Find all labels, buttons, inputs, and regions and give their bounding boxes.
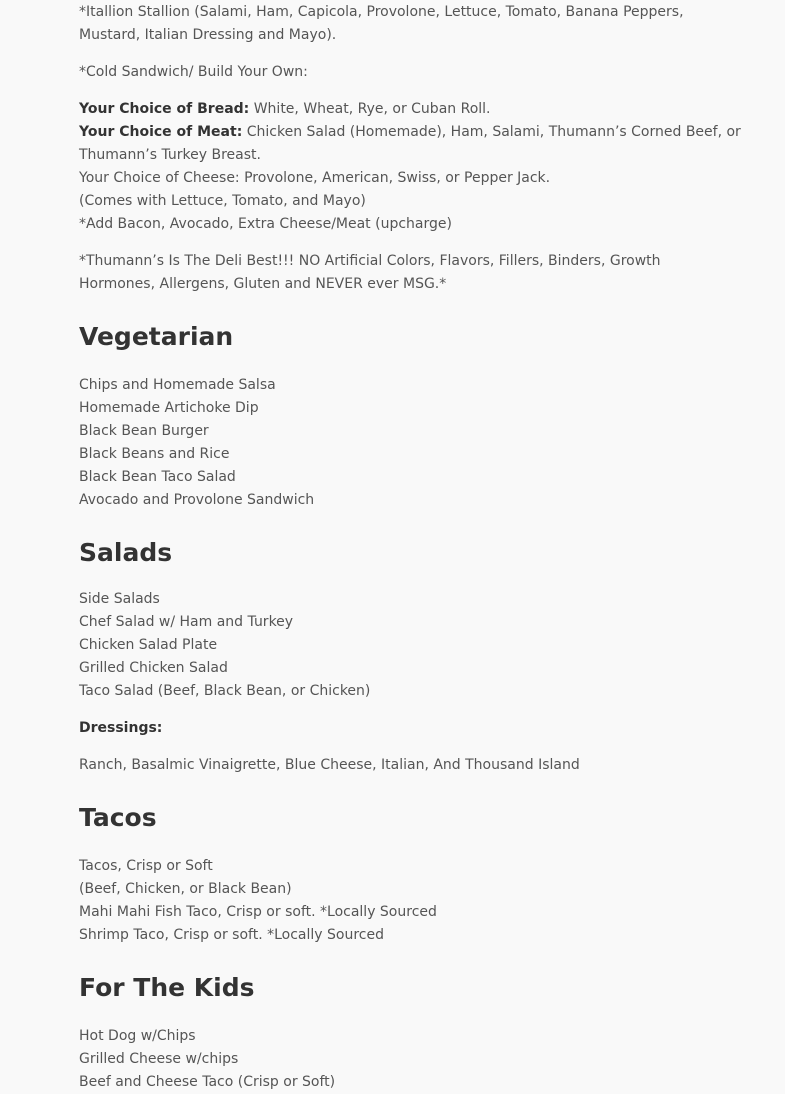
list-item: Tacos, Crisp or Soft [79, 858, 213, 874]
text-line: *Add Bacon, Avocado, Extra Cheese/Meat (upcharge) [79, 216, 452, 232]
tacos-heading: Tacos [79, 803, 157, 832]
kids-list [79, 1025, 335, 1094]
bread-value: White, Wheat, Rye, or Cuban Roll. [249, 101, 491, 117]
meat-value: Chicken Salad (Homemade), Ham, Salami, Thumann’s Corned Beef, or [242, 124, 741, 140]
italian-stallion-paragraph [79, 1, 684, 47]
text-line: Mustard, Italian Dressing and Mayo). [79, 27, 337, 43]
salads-heading: Salads [79, 538, 173, 567]
kids-heading: For The Kids [79, 973, 255, 1002]
list-item: Black Beans and Rice [79, 446, 230, 462]
list-item: Shrimp Taco, Crisp or soft. *Locally Sourced [79, 927, 384, 943]
text-line: Your Choice of Cheese: Provolone, American, Swiss, or Pepper Jack. [79, 170, 551, 186]
list-item: Side Salads [79, 591, 160, 607]
list-item: Taco Salad (Beef, Black Bean, or Chicken) [79, 683, 371, 699]
dressings-paragraph [79, 754, 580, 777]
list-item: Chicken Salad Plate [79, 637, 218, 653]
vegetarian-list [79, 374, 314, 512]
list-item: Avocado and Provolone Sandwich [79, 492, 315, 508]
list-item: Black Bean Taco Salad [79, 469, 236, 485]
cold-sandwich-paragraph [79, 61, 308, 84]
dressings-label-paragraph [79, 717, 162, 740]
text-line: Thumann’s Turkey Breast. [79, 147, 261, 163]
bread-label: Your Choice of Bread: [79, 101, 250, 117]
list-item: Hot Dog w/Chips [79, 1028, 196, 1044]
list-item: Grilled Cheese w/chips [79, 1051, 239, 1067]
text-line: (Comes with Lettuce, Tomato, and Mayo) [79, 193, 366, 209]
salads-list [79, 588, 370, 703]
dressings-list: Ranch, Basalmic Vinaigrette, Blue Cheese, Italian, And Thousand Island [79, 757, 580, 773]
list-item: Black Bean Burger [79, 423, 209, 439]
list-item: Chef Salad w/ Ham and Turkey [79, 614, 294, 630]
meat-line [79, 121, 741, 144]
list-item: (Beef, Chicken, or Black Bean) [79, 881, 292, 897]
build-your-own-paragraph [79, 98, 741, 236]
list-item: Homemade Artichoke Dip [79, 400, 259, 416]
text-line: *Cold Sandwich/ Build Your Own: [79, 64, 308, 80]
thumanns-paragraph [79, 250, 661, 296]
tacos-list [79, 855, 437, 947]
list-item: Grilled Chicken Salad [79, 660, 228, 676]
text-line: *Itallion Stallion (Salami, Ham, Capicola, Provolone, Lettuce, Tomato, Banana Peppers, [79, 4, 684, 20]
vegetarian-heading: Vegetarian [79, 322, 234, 351]
list-item: Beef and Cheese Taco (Crisp or Soft) [79, 1074, 336, 1090]
dressings-label: Dressings: [79, 720, 163, 736]
meat-label: Your Choice of Meat: [79, 124, 243, 140]
list-item: Chips and Homemade Salsa [79, 377, 276, 393]
text-line: Hormones, Allergens, Gluten and NEVER ever MSG.* [79, 276, 447, 292]
bread-line [79, 98, 741, 121]
list-item: Mahi Mahi Fish Taco, Crisp or soft. *Locally Sourced [79, 904, 437, 920]
text-line: *Thumann’s Is The Deli Best!!! NO Artificial Colors, Flavors, Fillers, Binders, Growth [79, 253, 661, 269]
